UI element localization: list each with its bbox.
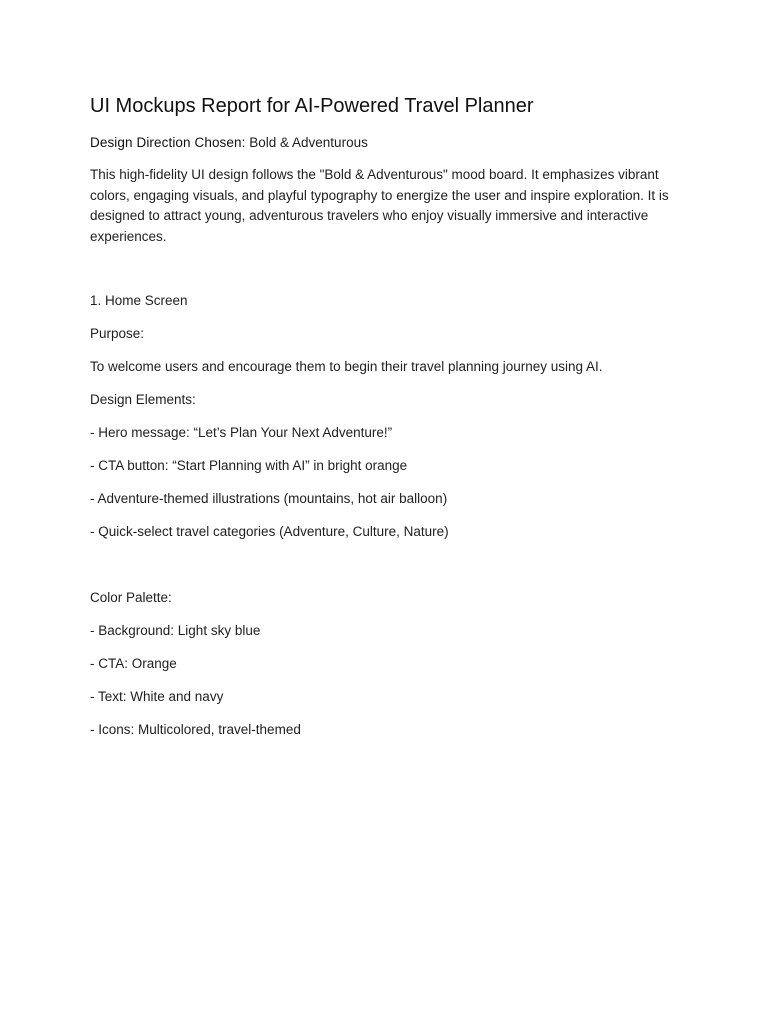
color-palette-item: - CTA: Orange [90,656,177,671]
purpose-text: To welcome users and encourage them to begin their travel planning journey using AI. [90,359,603,374]
document-title: UI Mockups Report for AI-Powered Travel Planner [90,95,534,117]
design-direction-label: Design Direction Chosen: [90,135,246,150]
design-direction [90,134,368,152]
design-element-item: - Hero message: “Let’s Plan Your Next Adventure!” [90,425,393,440]
design-elements-label: Design Elements: [90,392,196,407]
section-heading: 1. Home Screen [90,293,188,308]
design-element-item: - Quick-select travel categories (Adventure, Culture, Nature) [90,524,449,539]
design-element-item: - CTA button: “Start Planning with AI” in bright orange [90,458,408,473]
color-palette-label: Color Palette: [90,590,172,605]
design-direction-value: Bold & Adventurous [249,135,368,150]
design-element-item: - Adventure-themed illustrations (mountains, hot air balloon) [90,491,448,506]
color-palette-item: - Text: White and navy [90,689,224,704]
purpose-label: Purpose: [90,326,145,341]
color-palette-item: - Background: Light sky blue [90,623,261,638]
intro-paragraph: This high-fidelity UI design follows the "Bold & Adventurous" mood board. It emphasizes vibrant colors, engaging visuals, and playful typography to energize the user and inspire exploration. It is designed to attract young, adventurous travelers who enjoy visually immersive and interactive experiences. [90,167,669,244]
color-palette-item: - Icons: Multicolored, travel-themed [90,722,301,737]
